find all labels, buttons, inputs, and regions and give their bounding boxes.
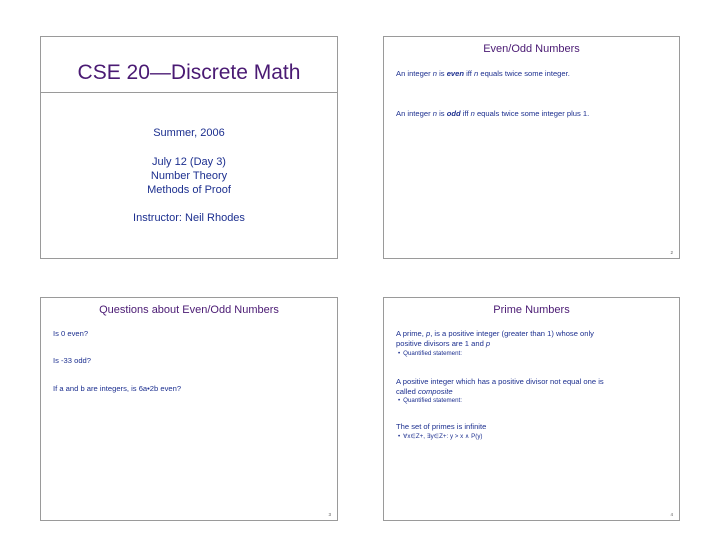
slide-prime-numbers bbox=[383, 297, 680, 521]
question-6a2b-even: If a and b are integers, is 6a•2b even? bbox=[53, 384, 182, 393]
topic-methods-of-proof: Methods of Proof bbox=[147, 184, 231, 196]
page-number: 4 bbox=[670, 512, 673, 517]
instructor-text: Instructor: Neil Rhodes bbox=[133, 212, 245, 224]
term-text: Summer, 2006 bbox=[153, 127, 225, 139]
bullet-quantified-infinite: • ∀x∈Z+, ∃y∈Z+: y > x ∧ P(y) bbox=[398, 433, 483, 440]
prime-definition: A prime, p, is a positive integer (greater than 1) whose only positive divisors are 1 and p bbox=[396, 329, 594, 348]
slide-even-odd bbox=[383, 36, 680, 259]
slide-heading: Prime Numbers bbox=[493, 304, 570, 316]
bullet-dot: • bbox=[398, 397, 401, 404]
composite-definition: A positive integer which has a positive divisor not equal one is called composite bbox=[396, 377, 604, 396]
title-divider bbox=[41, 92, 337, 93]
question-zero-even: Is 0 even? bbox=[53, 329, 89, 338]
bullet-quantified-composite: • Quantified statement: bbox=[398, 397, 462, 404]
slide-title-page bbox=[40, 36, 338, 259]
course-title: CSE 20—Discrete Math bbox=[77, 61, 301, 84]
even-definition: An integer n is even iff n equals twice some integer. bbox=[396, 69, 570, 78]
slide-heading: Questions about Even/Odd Numbers bbox=[99, 304, 279, 316]
slide-heading: Even/Odd Numbers bbox=[483, 43, 580, 55]
page-number: 3 bbox=[328, 512, 331, 517]
odd-keyword: odd bbox=[446, 109, 461, 118]
bullet-dot: • bbox=[398, 433, 401, 440]
question-neg33-odd: Is -33 odd? bbox=[53, 356, 91, 365]
bullet-quantified-prime: • Quantified statement: bbox=[398, 350, 462, 357]
odd-definition: An integer n is odd iff n equals twice some integer plus 1. bbox=[396, 109, 590, 118]
date-text: July 12 (Day 3) bbox=[152, 156, 226, 168]
even-keyword: even bbox=[446, 69, 464, 78]
primes-infinite-statement: The set of primes is infinite bbox=[396, 422, 487, 431]
topic-number-theory: Number Theory bbox=[150, 170, 228, 182]
composite-keyword: composite bbox=[417, 387, 453, 396]
page-number: 2 bbox=[670, 250, 673, 255]
bullet-dot: • bbox=[398, 350, 401, 357]
slide-questions bbox=[40, 297, 338, 521]
